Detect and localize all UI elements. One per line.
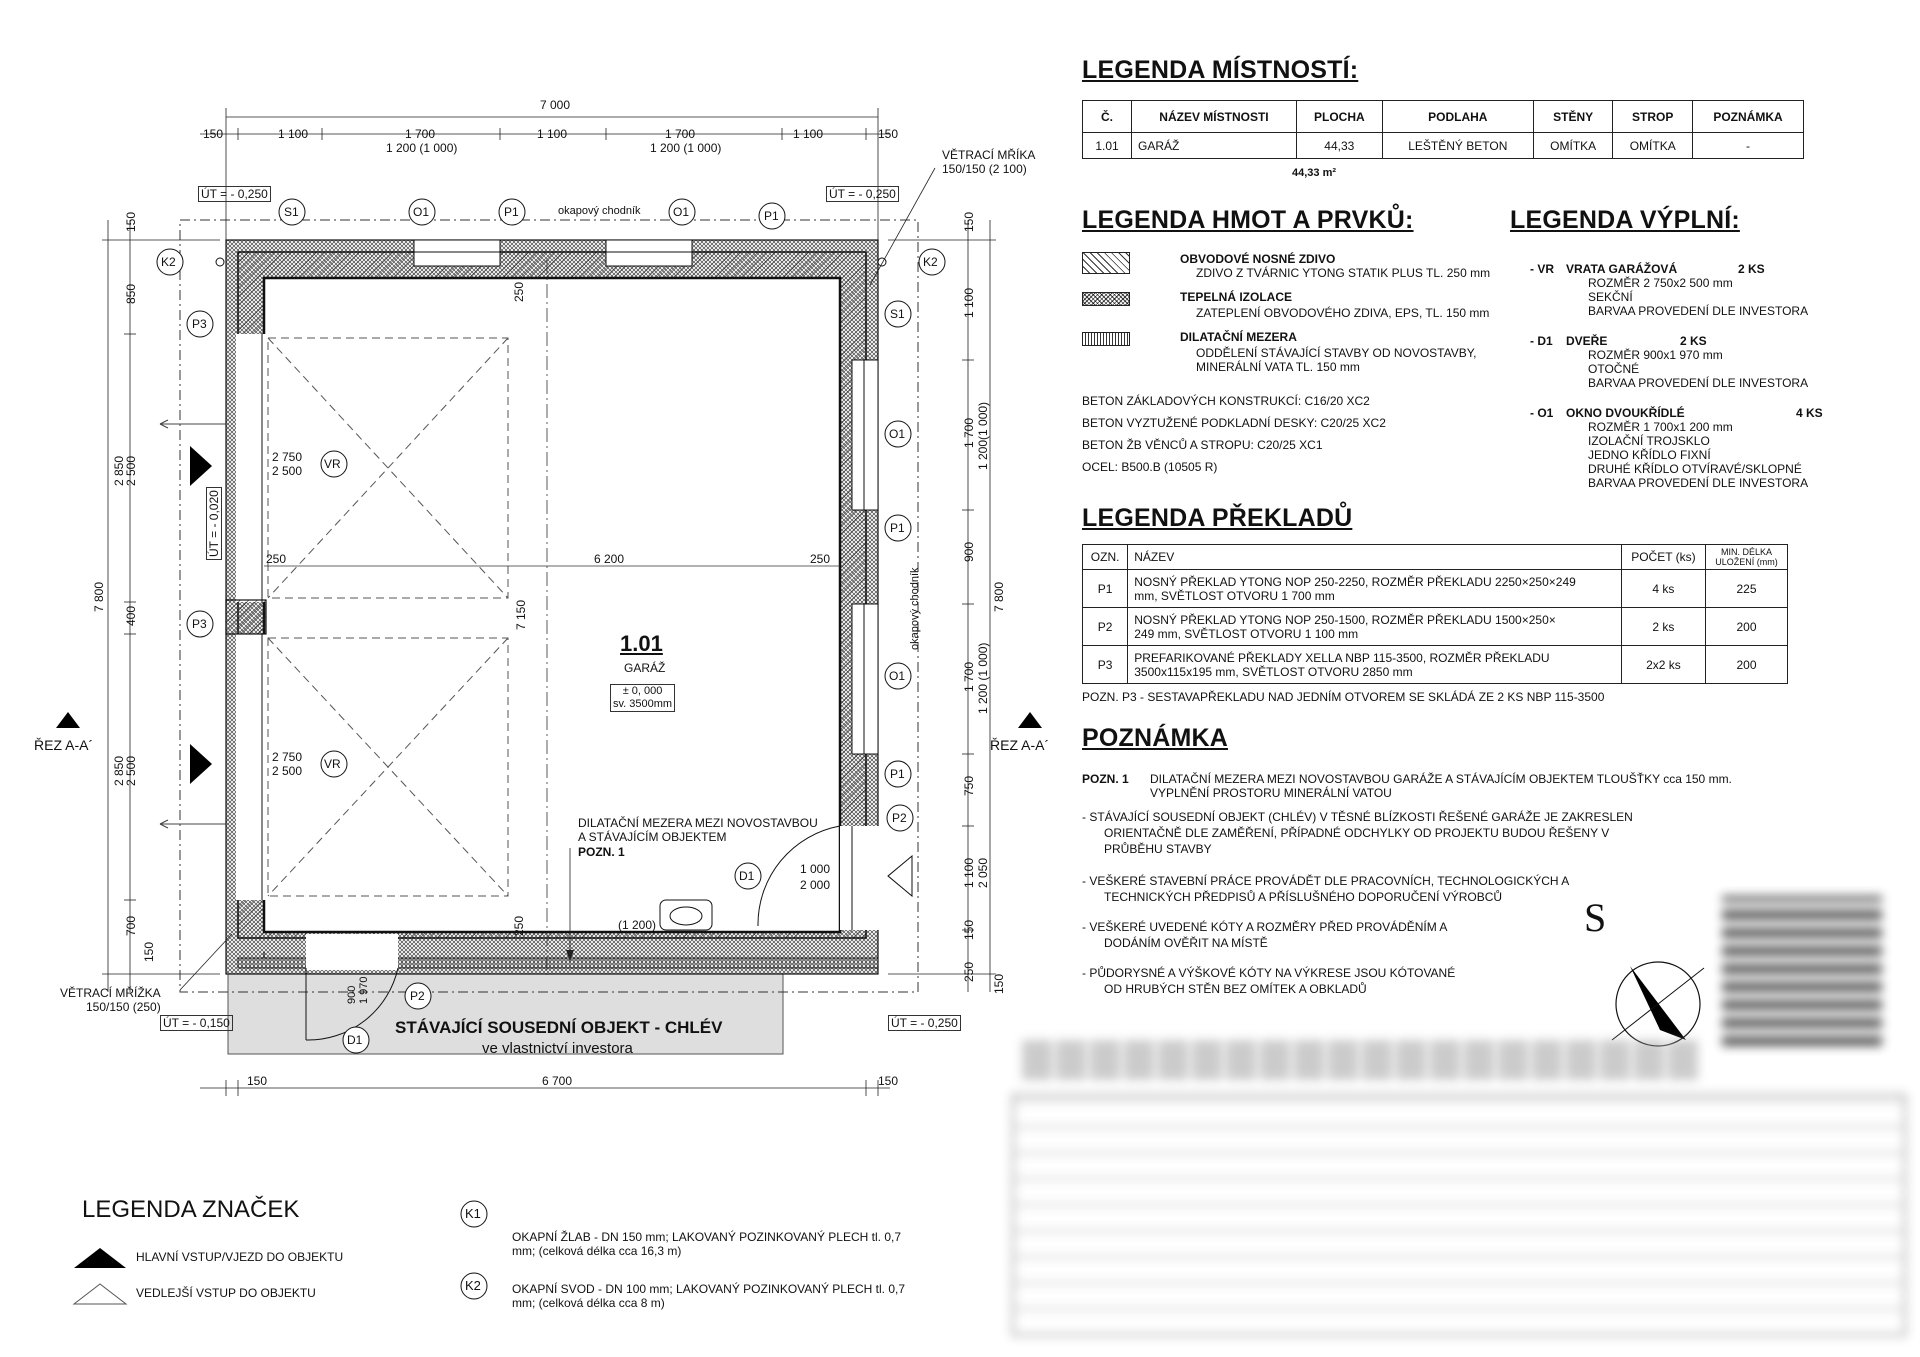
th-min-1: MIN. DÉLKA bbox=[1720, 547, 1772, 557]
tag-p1-right-1: P1 bbox=[890, 521, 905, 535]
lintel-2-min: 200 bbox=[1705, 608, 1787, 646]
th-note: POZNÁMKA bbox=[1692, 101, 1803, 133]
tag-p1-top-2: P1 bbox=[764, 209, 779, 223]
lintel-2-name-2: 249 mm, SVĚTLOST OTVORU 1 100 mm bbox=[1134, 626, 1359, 641]
dim-right-5: 900 bbox=[962, 541, 976, 562]
legend-k2-line1: OKAPNÍ SVOD - DN 100 mm; LAKOVANÝ POZINKOVANÝ PLECH tl. 0,7 bbox=[512, 1282, 905, 1296]
legend-main-entry-icon bbox=[74, 1248, 126, 1268]
lintel-1-name-2: mm, SVĚTLOST OTVORU 1 700 mm bbox=[1134, 588, 1335, 603]
d1-bottom-height: 1 970 bbox=[358, 976, 370, 1004]
vent-top-label: VĚTRACÍ MŘÍKA bbox=[942, 148, 1036, 162]
existing-building-name: STÁVAJÍCÍ SOUSEDNÍ OBJEKT - CHLÉV bbox=[395, 1018, 723, 1037]
dim-right-12: 250 bbox=[962, 961, 976, 982]
fill-1-l3: BARVAA PROVEDENÍ DLE INVESTORA bbox=[1588, 304, 1809, 318]
tag-p1-right-2: P1 bbox=[890, 767, 905, 781]
dim-left-4: 2 500 bbox=[124, 455, 138, 486]
dim-left-1: 150 bbox=[124, 211, 138, 232]
tag-s1-right: S1 bbox=[890, 307, 905, 321]
lintel-3-count: 2x2 ks bbox=[1621, 646, 1705, 684]
vent-top-size: 150/150 (2 100) bbox=[942, 162, 1027, 176]
legend-k1-line1: OKAPNÍ ŽLAB - DN 150 mm; LAKOVANÝ POZINKOVANÝ PLECH tl. 0,7 bbox=[512, 1230, 901, 1244]
note-1-l3: PRŮBĚHU STAVBY bbox=[1104, 842, 1212, 856]
material-1-desc: ZDIVO Z TVÁRNIC YTONG STATIK PLUS TL. 250 mm bbox=[1196, 266, 1491, 280]
th-area: PLOCHA bbox=[1296, 101, 1382, 133]
sink-dim: (1 200) bbox=[618, 918, 657, 932]
table-row bbox=[1083, 570, 1788, 608]
note-1-l1: - STÁVAJÍCÍ SOUSEDNÍ OBJEKT (CHLÉV) V TĚSNÉ BLÍZKOSTI ŘEŠENÉ GARÁŽE JE ZAKRESLEN bbox=[1082, 810, 1633, 824]
insulation-swatch bbox=[1082, 292, 1130, 306]
lintel-2-code: P2 bbox=[1083, 608, 1128, 646]
cell-walls: OMÍTKA bbox=[1533, 133, 1613, 159]
notes-title: POZNÁMKA bbox=[1082, 724, 1229, 752]
vr2-height: 2 500 bbox=[272, 764, 303, 778]
dim-bottom-wall: 250 bbox=[512, 915, 526, 936]
fill-2-l2: OTOČNÉ bbox=[1588, 362, 1640, 376]
dilatation-note-2: A STÁVAJÍCÍM OBJEKTEM bbox=[578, 830, 727, 844]
dim-right-11: 150 bbox=[962, 919, 976, 940]
material-3-desc: ODDĚLENÍ STÁVAJÍCÍ STAVBY OD NOVOSTAVBY, bbox=[1196, 346, 1477, 360]
ut-top-right: ÚT = - 0,250 bbox=[826, 186, 899, 202]
dim-left-6: 2 850 bbox=[112, 755, 126, 786]
legend-side-entry-icon bbox=[74, 1284, 126, 1304]
tag-p1-top-1: P1 bbox=[504, 205, 519, 219]
cell-name: GARÁŽ bbox=[1132, 133, 1297, 159]
fill-3-l5: BARVAA PROVEDENÍ DLE INVESTORA bbox=[1588, 476, 1809, 490]
dim-right-3: 1 700 bbox=[962, 417, 976, 448]
cell-note: - bbox=[1692, 133, 1803, 159]
tag-s1-top: S1 bbox=[284, 205, 299, 219]
main-entry-arrow-1 bbox=[190, 446, 212, 486]
downpipe-tl bbox=[216, 258, 224, 266]
dim-top-2: 1 100 bbox=[278, 127, 309, 141]
masonry-swatch bbox=[1082, 252, 1130, 274]
lintel-2-count: 2 ks bbox=[1621, 608, 1705, 646]
section-label-left: ŘEZ A-A´ bbox=[34, 737, 94, 753]
pozn1-line1: DILATAČNÍ MEZERA MEZI NOVOSTAVBOU GARÁŽE A STÁVAJÍCÍM OBJEKTEM TLOUŠŤKY cca 150 mm. bbox=[1150, 772, 1732, 786]
north-label: S bbox=[1584, 895, 1607, 940]
dim-bottom-1: 150 bbox=[247, 1074, 268, 1088]
room-height: sv. 3500mm bbox=[613, 698, 673, 710]
lintel-3-code: P3 bbox=[1083, 646, 1128, 684]
existing-building-owner: ve vlastnictví investora bbox=[482, 1040, 633, 1057]
dim-left-8: 700 bbox=[124, 915, 138, 936]
fill-1-l1: ROZMĚR 2 750x2 500 mm bbox=[1588, 276, 1733, 290]
dim-vert-inner: 7 150 bbox=[514, 599, 528, 630]
lintel-3-min: 200 bbox=[1705, 646, 1787, 684]
dim-bottom-2: 6 700 bbox=[542, 1074, 573, 1088]
fill-1-count: 2 KS bbox=[1738, 262, 1765, 276]
lintel-2-name bbox=[1128, 608, 1622, 646]
lintel-1-count: 4 ks bbox=[1621, 570, 1705, 608]
dim-right-8: 750 bbox=[962, 775, 976, 796]
fill-3-code: - O1 bbox=[1530, 406, 1554, 420]
dim-top-7: 150 bbox=[878, 127, 899, 141]
cell-area: 44,33 bbox=[1296, 133, 1382, 159]
fill-2-code: - D1 bbox=[1530, 334, 1553, 348]
ut-left: ÚT = - 0,020 bbox=[206, 487, 222, 560]
th-code: OZN. bbox=[1083, 545, 1128, 570]
table-row bbox=[1083, 608, 1788, 646]
dim-right-1: 150 bbox=[962, 211, 976, 232]
table-row bbox=[1083, 133, 1804, 159]
note-3-l1: - VEŠKERÉ UVEDENÉ KÓTY A ROZMĚRY PŘED PROVÁDĚNÍM A bbox=[1082, 920, 1448, 934]
section-marker-left bbox=[56, 712, 80, 728]
room-number: 1.01 bbox=[620, 631, 663, 656]
tag-k2-left: K2 bbox=[161, 255, 176, 269]
tag-d1-bottom: D1 bbox=[347, 1033, 363, 1047]
dim-left-2: 850 bbox=[124, 283, 138, 304]
dilatation-note-1: DILATAČNÍ MEZERA MEZI NOVOSTAVBOU bbox=[578, 816, 818, 830]
dim-right-10: 2 050 bbox=[976, 857, 990, 888]
cell-ceiling: OMÍTKA bbox=[1613, 133, 1693, 159]
lintel-legend-title: LEGENDA PŘEKLADŮ bbox=[1082, 504, 1353, 532]
dim-right-6: 1 700 bbox=[962, 661, 976, 692]
material-1-name: OBVODOVÉ NOSNÉ ZDIVO bbox=[1180, 252, 1336, 266]
legend-main-entry-label: HLAVNÍ VSTUP/VJEZD DO OBJEKTU bbox=[136, 1250, 344, 1264]
dim-right-13: 150 bbox=[992, 973, 1006, 994]
note-1-l2: ORIENTAČNĚ DLE ZAMĚŘENÍ, PŘÍPADNÉ ODCHYLKY OD PROJEKTU BUDOU ŘEŠENY V bbox=[1104, 826, 1610, 840]
material-3-desc2: MINERÁLNÍ VATA TL. 150 mm bbox=[1196, 360, 1360, 374]
dim-top-3: 1 700 bbox=[405, 127, 436, 141]
cell-floor: LEŠTĚNÝ BETON bbox=[1382, 133, 1533, 159]
tag-p3-2: P3 bbox=[192, 617, 207, 631]
sidewalk-label-top: okapový chodník bbox=[558, 205, 641, 217]
dim-right-2: 1 100 bbox=[962, 287, 976, 318]
th-ceiling: STROP bbox=[1613, 101, 1693, 133]
dim-top-1: 150 bbox=[203, 127, 224, 141]
dim-bottom-3: 150 bbox=[878, 1074, 899, 1088]
note-3-l2: DODÁNÍM OVĚŘIT NA MÍSTĚ bbox=[1104, 936, 1268, 950]
dim-right-total: 7 800 bbox=[992, 581, 1006, 612]
tag-k2-right: K2 bbox=[923, 255, 938, 269]
material-note-1: BETON ZÁKLADOVÝCH KONSTRUKCÍ: C16/20 XC2 bbox=[1082, 394, 1370, 408]
section-marker-right bbox=[1018, 712, 1042, 728]
dim-right-9: 1 100 bbox=[962, 857, 976, 888]
lintel-1-code: P1 bbox=[1083, 570, 1128, 608]
ut-bottom-left: ÚT = - 0,150 bbox=[160, 1015, 233, 1031]
pozn1-line2: VYPLNĚNÍ PROSTORU MINERÁLNÍ VATOU bbox=[1150, 786, 1392, 800]
cell-no: 1.01 bbox=[1083, 133, 1132, 159]
dilatation-note-3: POZN. 1 bbox=[578, 845, 625, 859]
dim-top-4: 1 100 bbox=[537, 127, 568, 141]
fill-1-code: - VR bbox=[1530, 262, 1554, 276]
th-floor: PODLAHA bbox=[1382, 101, 1533, 133]
tag-vr-1: VR bbox=[324, 457, 341, 471]
th-walls: STĚNY bbox=[1533, 101, 1613, 133]
dim-top-sub-2: 1 200 (1 000) bbox=[650, 141, 722, 155]
dim-top-total: 7 000 bbox=[540, 98, 571, 112]
legend-k2-tag: K2 bbox=[465, 1278, 481, 1293]
dim-top-5: 1 700 bbox=[665, 127, 696, 141]
dim-left-3: 2 850 bbox=[112, 455, 126, 486]
dim-left-total: 7 800 bbox=[92, 581, 106, 612]
vent-bottom-size: 150/150 (250) bbox=[86, 1000, 161, 1014]
dim-left-9: 150 bbox=[142, 941, 156, 962]
dim-top-wall: 250 bbox=[512, 281, 526, 302]
lintel-3-name-2: 3500x115x195 mm, SVĚTLOST OTVORU 2850 mm bbox=[1134, 664, 1413, 679]
material-2-desc: ZATEPLENÍ OBVODOVÉHO ZDIVA, EPS, TL. 150 mm bbox=[1196, 306, 1490, 320]
d1-dim-2: 2 000 bbox=[800, 878, 831, 892]
materials-legend-title: LEGENDA HMOT A PRVKŮ: bbox=[1082, 206, 1414, 234]
ut-top-left: ÚT = - 0,250 bbox=[198, 186, 271, 202]
lintel-legend-table bbox=[1082, 544, 1788, 684]
note-2-l1: - VEŠKERÉ STAVEBNÍ PRÁCE PROVÁDĚT DLE PRACOVNÍCH, TECHNOLOGICKÝCH A bbox=[1082, 874, 1570, 888]
tag-o1-top-1: O1 bbox=[413, 205, 430, 219]
main-entry-arrow-2 bbox=[190, 744, 212, 784]
vr1-height: 2 500 bbox=[272, 464, 303, 478]
th-lintel-name: NÁZEV bbox=[1128, 545, 1622, 570]
tag-o1-right-1: O1 bbox=[889, 427, 906, 441]
tag-vr-2: VR bbox=[324, 757, 341, 771]
fill-2-count: 2 KS bbox=[1680, 334, 1707, 348]
fill-1-name: VRATA GARÁŽOVÁ bbox=[1566, 262, 1678, 276]
vr1-width: 2 750 bbox=[272, 450, 303, 464]
lintel-note: POZN. P3 - SESTAVAPŘEKLADU NAD JEDNÍM OTVOREM SE SKLÁDÁ ZE 2 KS NBP 115-3500 bbox=[1082, 690, 1605, 704]
room-legend-total: 44,33 m² bbox=[1292, 167, 1337, 179]
title-block-redacted bbox=[1012, 1094, 1906, 1336]
tag-o1-right-2: O1 bbox=[889, 669, 906, 683]
tag-o1-top-2: O1 bbox=[673, 205, 690, 219]
lintel-1-name-1: NOSNÝ PŘEKLAD YTONG NOP 250-2250, ROZMĚR PŘEKLADU 2250×250×249 bbox=[1134, 574, 1576, 589]
fill-2-l1: ROZMĚR 900x1 970 mm bbox=[1588, 348, 1723, 362]
legend-side-entry-label: VEDLEJŠÍ VSTUP DO OBJEKTU bbox=[136, 1286, 316, 1300]
tag-p2-right: P2 bbox=[892, 811, 907, 825]
ut-bottom-right: ÚT = - 0,250 bbox=[888, 1015, 961, 1031]
fill-3-l2: IZOLAČNÍ TROJSKLO bbox=[1588, 434, 1710, 448]
north-arrow-icon bbox=[1612, 962, 1704, 1046]
fill-3-l4: DRUHÉ KŘÍDLO OTVÍRAVÉ/SKLOPNÉ bbox=[1588, 462, 1802, 476]
room-legend-table bbox=[1082, 100, 1804, 159]
room-name: GARÁŽ bbox=[624, 661, 666, 675]
fill-3-l1: ROZMĚR 1 700x1 200 mm bbox=[1588, 420, 1733, 434]
dim-right-4: 1 200(1 000) bbox=[976, 401, 990, 470]
room-level: ± 0, 000 bbox=[622, 685, 663, 697]
tag-p2-bottom: P2 bbox=[410, 989, 425, 1003]
dim-right-7: 1 200 (1 000) bbox=[976, 642, 990, 714]
material-note-3: BETON ŽB VĚNCŮ A STROPU: C20/25 XC1 bbox=[1082, 438, 1323, 452]
fill-3-name: OKNO DVOUKŘÍDLÉ bbox=[1566, 406, 1685, 420]
d1-bottom-width: 900 bbox=[346, 985, 358, 1004]
lintel-3-name bbox=[1128, 646, 1622, 684]
fill-1-l2: SEKČNÍ bbox=[1588, 290, 1633, 304]
th-name: NÁZEV MÍSTNOSTI bbox=[1132, 101, 1297, 133]
material-note-2: BETON VYZTUŽENÉ PODKLADNÍ DESKY: C20/25 XC2 bbox=[1082, 416, 1386, 430]
material-2-name: TEPELNÁ IZOLACE bbox=[1180, 290, 1293, 304]
downpipe-tr bbox=[878, 258, 886, 266]
side-entry-arrow bbox=[888, 856, 912, 896]
dim-top-sub-1: 1 200 (1 000) bbox=[386, 141, 458, 155]
note-4-l1: - PŮDORYSNÉ A VÝŠKOVÉ KÓTY NA VÝKRESE JSOU KÓTOVANÉ bbox=[1082, 966, 1456, 980]
dim-inner-left: 250 bbox=[266, 552, 287, 566]
title-block-header-redacted bbox=[1022, 1040, 1702, 1080]
fills-legend-title: LEGENDA VÝPLNÍ: bbox=[1510, 206, 1740, 234]
dim-inner-mid: 6 200 bbox=[594, 552, 625, 566]
pozn1-label: POZN. 1 bbox=[1082, 772, 1129, 786]
th-min-2: ULOŽENÍ (mm) bbox=[1715, 557, 1778, 567]
material-3-name: DILATAČNÍ MEZERA bbox=[1180, 330, 1297, 344]
fill-2-name: DVEŘE bbox=[1566, 334, 1608, 348]
legend-k1-tag: K1 bbox=[465, 1206, 481, 1221]
tag-p3-1: P3 bbox=[192, 317, 207, 331]
table-row bbox=[1083, 646, 1788, 684]
room-legend-title: LEGENDA MÍSTNOSTÍ: bbox=[1082, 56, 1359, 84]
section-label-right: ŘEZ A-A´ bbox=[990, 737, 1050, 753]
material-note-4: OCEL: B500.B (10505 R) bbox=[1082, 460, 1218, 474]
note-2-l2: TECHNICKÝCH PŘEDPISŮ A PŘÍSLUŠNÉHO DOPORUČENÍ VÝROBCŮ bbox=[1104, 890, 1503, 904]
room-level-box bbox=[610, 684, 675, 712]
lintel-1-min: 225 bbox=[1705, 570, 1787, 608]
qr-code-redacted bbox=[1722, 896, 1882, 1046]
note-4-l2: OD HRUBÝCH STĚN BEZ OMÍTEK A OBKLADŮ bbox=[1104, 982, 1367, 996]
dim-inner-right: 250 bbox=[810, 552, 831, 566]
vent-bottom-label: VĚTRACÍ MŘÍŽKA bbox=[60, 986, 161, 1000]
tag-d1-right: D1 bbox=[739, 869, 755, 883]
dim-top-6: 1 100 bbox=[793, 127, 824, 141]
room-interior bbox=[264, 278, 840, 932]
dim-left-5: 400 bbox=[124, 605, 138, 626]
d1-dim-1: 1 000 bbox=[800, 862, 831, 876]
lintel-2-name-1: NOSNÝ PŘEKLAD YTONG NOP 250-1500, ROZMĚR PŘEKLADU 1500×250× bbox=[1134, 612, 1556, 627]
th-min bbox=[1705, 545, 1787, 570]
fill-3-count: 4 KS bbox=[1796, 406, 1823, 420]
vr2-width: 2 750 bbox=[272, 750, 303, 764]
fill-3-l3: JEDNO KŘÍDLO FIXNÍ bbox=[1588, 448, 1711, 462]
dim-left-7: 2 500 bbox=[124, 755, 138, 786]
th-count: POČET (ks) bbox=[1621, 545, 1705, 570]
legend-k1-line2: mm; (celková délka cca 16,3 m) bbox=[512, 1244, 682, 1258]
fill-2-l3: BARVAA PROVEDENÍ DLE INVESTORA bbox=[1588, 376, 1809, 390]
lintel-3-name-1: PREFARIKOVANÉ PŘEKLADY XELLA NBP 115-3500, ROZMĚR PŘEKLADU bbox=[1134, 650, 1550, 665]
sidewalk-label-right: okapový chodník bbox=[909, 567, 921, 650]
symbols-legend-title: LEGENDA ZNAČEK bbox=[82, 1196, 300, 1223]
dilatation-swatch bbox=[1082, 332, 1130, 346]
lintel-1-name bbox=[1128, 570, 1622, 608]
legend-k2-line2: mm; (celková délka cca 8 m) bbox=[512, 1296, 665, 1310]
th-no: Č. bbox=[1083, 101, 1132, 133]
